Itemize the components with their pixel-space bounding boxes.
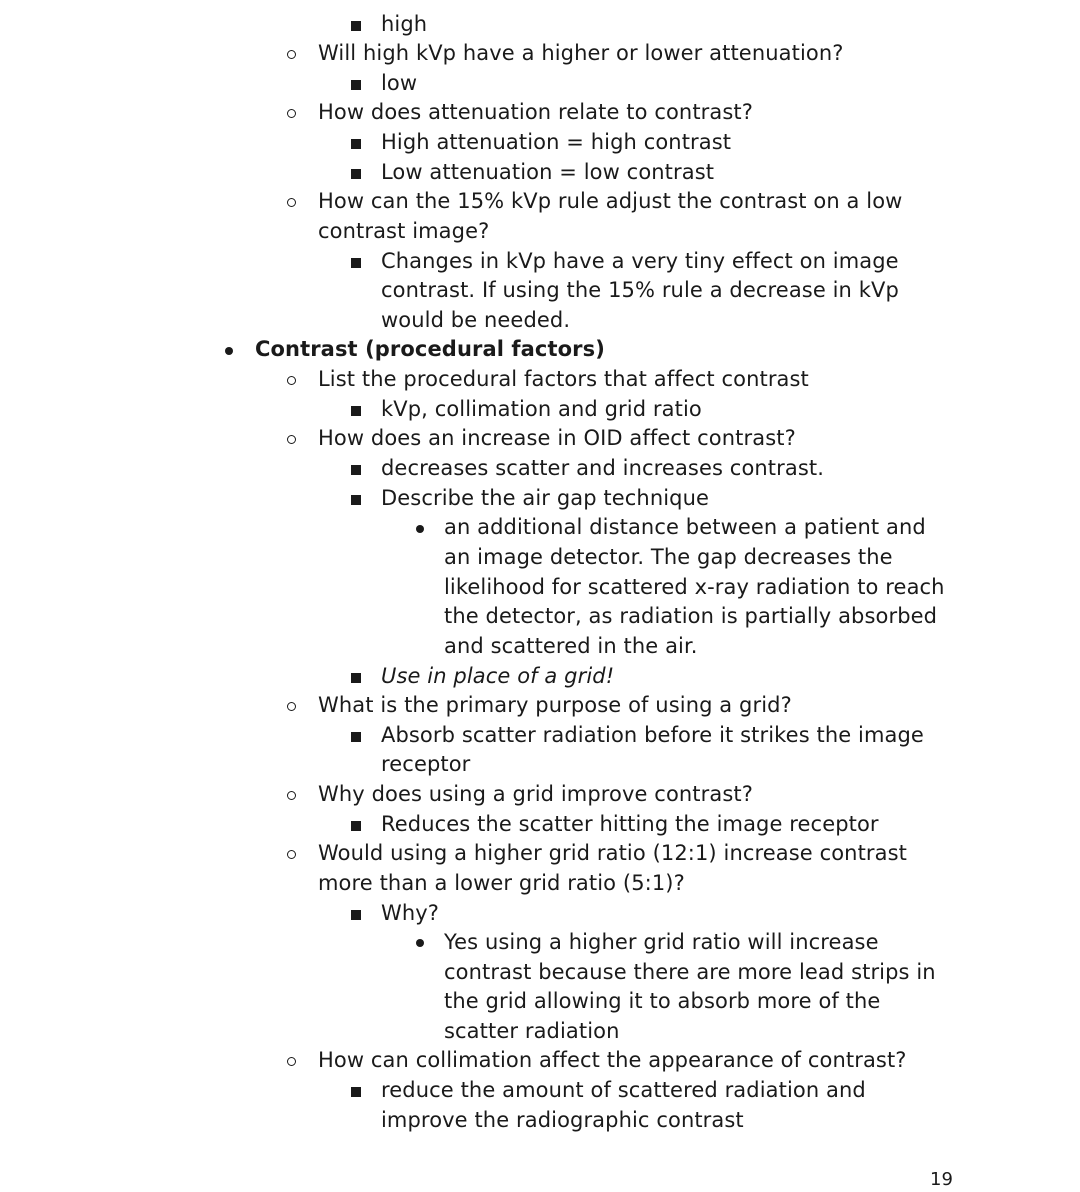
square-bullet-icon — [351, 21, 361, 31]
list-item: Use in place of a grid! — [381, 664, 615, 688]
square-bullet-icon — [351, 1087, 361, 1097]
list-item: Absorb scatter radiation before it strikes the image — [381, 723, 924, 747]
square-bullet-icon — [351, 910, 361, 920]
list-item: What is the primary purpose of using a grid? — [318, 693, 792, 717]
square-bullet-icon — [351, 258, 361, 268]
list-item: Reduces the scatter hitting the image receptor — [381, 812, 879, 836]
list-item-continuation: an image detector. The gap decreases the — [444, 545, 893, 569]
list-item-continuation: the detector, as radiation is partially absorbed — [444, 604, 938, 628]
dot-bullet-icon — [416, 525, 424, 533]
list-item-continuation: the grid allowing it to absorb more of the — [444, 989, 881, 1013]
dot-bullet-icon — [416, 939, 424, 947]
circle-bullet-icon — [287, 791, 296, 800]
list-item: Why does using a grid improve contrast? — [318, 782, 753, 806]
circle-bullet-icon — [287, 198, 296, 207]
square-bullet-icon — [351, 139, 361, 149]
dot-bullet-icon — [225, 347, 233, 355]
list-item: reduce the amount of scattered radiation and — [381, 1078, 866, 1102]
list-item-continuation: would be needed. — [381, 308, 571, 332]
square-bullet-icon — [351, 673, 361, 683]
list-item: How does attenuation relate to contrast? — [318, 100, 753, 124]
list-item-continuation: likelihood for scattered x-ray radiation to reach — [444, 575, 945, 599]
list-item: Yes using a higher grid ratio will increase — [444, 930, 879, 954]
list-item: decreases scatter and increases contrast. — [381, 456, 824, 480]
square-bullet-icon — [351, 169, 361, 179]
list-item-continuation: scatter radiation — [444, 1019, 620, 1043]
circle-bullet-icon — [287, 702, 296, 711]
list-item: low — [381, 71, 418, 95]
circle-bullet-icon — [287, 850, 296, 859]
list-item-continuation: improve the radiographic contrast — [381, 1108, 744, 1132]
list-item: Will high kVp have a higher or lower attenuation? — [318, 41, 844, 65]
square-bullet-icon — [351, 80, 361, 90]
list-item-continuation: more than a lower grid ratio (5:1)? — [318, 871, 685, 895]
list-item: Would using a higher grid ratio (12:1) increase contrast — [318, 841, 908, 865]
list-item-continuation: contrast. If using the 15% rule a decrease in kVp — [381, 278, 899, 302]
list-item-continuation: contrast because there are more lead strips in — [444, 960, 936, 984]
square-bullet-icon — [351, 732, 361, 742]
list-item: Changes in kVp have a very tiny effect on image — [381, 249, 899, 273]
list-item: Describe the air gap technique — [381, 486, 710, 510]
section-heading: Contrast (procedural factors) — [255, 337, 605, 361]
list-item-continuation: contrast image? — [318, 219, 490, 243]
square-bullet-icon — [351, 495, 361, 505]
square-bullet-icon — [351, 821, 361, 831]
list-item: How does an increase in OID affect contrast? — [318, 426, 796, 450]
circle-bullet-icon — [287, 50, 296, 59]
list-item: Low attenuation = low contrast — [381, 160, 715, 184]
circle-bullet-icon — [287, 109, 296, 118]
list-item: High attenuation = high contrast — [381, 130, 732, 154]
list-item: an additional distance between a patient and — [444, 515, 926, 539]
circle-bullet-icon — [287, 376, 296, 385]
circle-bullet-icon — [287, 1057, 296, 1066]
list-item: kVp, collimation and grid ratio — [381, 397, 702, 421]
list-item: How can collimation affect the appearance of contrast? — [318, 1048, 907, 1072]
circle-bullet-icon — [287, 435, 296, 444]
list-item-continuation: receptor — [381, 752, 471, 776]
list-item: List the procedural factors that affect contrast — [318, 367, 809, 391]
list-item: How can the 15% kVp rule adjust the contrast on a low — [318, 189, 903, 213]
page-number: 19 — [930, 1169, 953, 1190]
list-item: high — [381, 12, 428, 36]
list-item-continuation: and scattered in the air. — [444, 634, 698, 658]
square-bullet-icon — [351, 406, 361, 416]
square-bullet-icon — [351, 465, 361, 475]
list-item: Why? — [381, 901, 440, 925]
